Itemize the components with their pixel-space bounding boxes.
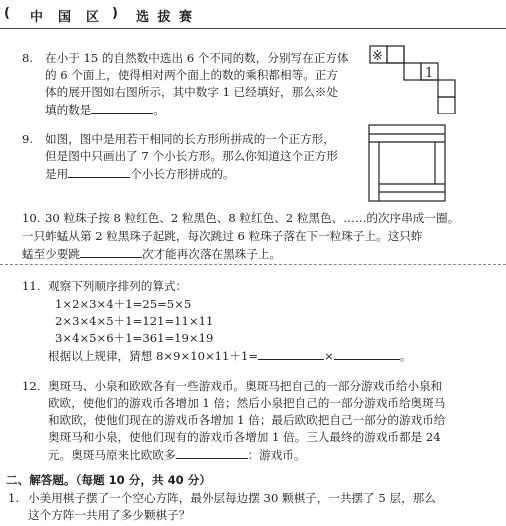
question-10-line-2: 一只蚱蜢从第 2 粒黑珠子起跳，每次跳过 6 粒珠子落在下一粒珠子上。这只蚱	[22, 229, 423, 243]
net-face-3	[404, 63, 421, 80]
net-connector-top	[387, 46, 404, 63]
header-char-1: 中	[30, 10, 44, 25]
net-star-symbol: ※	[372, 49, 383, 64]
question-12-line-5	[48, 446, 306, 463]
question-10-number: 10.	[22, 211, 41, 225]
question-9-suffix: 个小长方形拼成的。	[130, 167, 235, 181]
question-11-ask	[48, 347, 411, 364]
question-8-answer-blank[interactable]	[91, 101, 153, 114]
question-8-period: 。	[153, 103, 165, 117]
question-12-line-1: 奥斑马、小泉和欧欧各有一些游戏币。奥斑马把自己的一部分游戏币给小泉和	[48, 379, 443, 393]
question-12-prompt: 元。奥斑马原来比欧欧多	[48, 448, 176, 462]
header-left-paren: (	[4, 6, 10, 21]
question-8-line-4	[45, 101, 165, 118]
question-9-line-2: 但是图中只画出了 7 个小长方形。那么你知道这个正方形	[45, 149, 338, 163]
net-face-6	[438, 97, 455, 114]
problem-1-line-1: 小美用棋子摆了一个空心方阵，最外层每边摆 30 颗棋子，一共摆了 5 层，那么	[28, 491, 436, 505]
question-11-equation-2: 2×3×4×5＋1=121=11×11	[55, 314, 214, 328]
net-face-2	[387, 46, 404, 63]
question-10-line-3	[22, 245, 281, 262]
question-11-number: 11.	[22, 279, 41, 293]
question-12-line-2: 欧欧，使他们的游戏币各增加 1 倍；然后小泉把自己的一部分游戏币给奥斑马	[48, 396, 446, 410]
question-10-answer-blank[interactable]	[80, 245, 142, 258]
question-8-number: 8.	[22, 51, 34, 65]
question-9-line-3	[45, 165, 235, 182]
question-11-answer-blank-1[interactable]	[258, 347, 324, 360]
header-rule	[0, 28, 506, 29]
question-9-line-1: 如图，图中是用若干相同的长方形所拼成的一个正方形，	[45, 132, 335, 146]
page-header	[0, 0, 506, 30]
section-divider	[0, 264, 506, 265]
header-title: 选 拔 赛	[136, 10, 195, 25]
header-char-3: 区	[86, 10, 100, 25]
header-right-paren: )	[112, 6, 118, 21]
section-2-heading: 二、解答题。（每题 10 分，共 40 分）	[6, 473, 211, 487]
question-8-line-1: 在小于 15 的自然数中选出 6 个不同的数，分别写在正方体	[45, 51, 349, 65]
question-12-line-4: 奥斑马和小泉，使他们现有的游戏币各增加 1 倍。三人最终的游戏币都是 24	[48, 430, 441, 444]
question-10-suffix: 次才能再次落在黑珠子上。	[141, 247, 282, 261]
question-11-equation-1: 1×2×3×4＋1=25=5×5	[55, 297, 192, 311]
problem-1-number: 1.	[8, 491, 20, 505]
rectangles-square-figure	[368, 124, 448, 204]
question-11-period: 。	[399, 349, 412, 363]
problem-1-line-2: 这个方阵一共用了多少颗棋子？	[28, 508, 191, 522]
net-face-5	[438, 80, 455, 97]
question-9-number: 9.	[22, 132, 34, 146]
question-11-intro: 观察下列顺序排列的算式：	[48, 279, 188, 293]
outer-square	[369, 125, 445, 201]
question-10-line-1: 30 粒珠子按 8 粒红色、2 粒黑色、8 粒红色、2 粒黑色、……的次序串成一圈。	[45, 211, 460, 225]
cube-net-figure	[368, 44, 468, 114]
question-12-suffix: ：游戏币。	[247, 448, 306, 462]
question-11-times: ×	[324, 349, 334, 363]
question-12-number: 12.	[22, 379, 41, 393]
question-11-equation-3: 3×4×5×6＋1=361=19×19	[55, 331, 214, 345]
question-8-line-2: 的 6 个面上，使得相对两个面上的数的乘积都相等。正方	[45, 68, 338, 82]
net-number-one: 1	[425, 66, 434, 81]
question-10-prompt: 蜢至少要跳	[22, 247, 80, 261]
question-8-line-3: 体的展开图如右图所示，其中数字 1 已经填好，那么※处	[45, 85, 338, 99]
question-8-prompt: 填的数是	[45, 103, 92, 117]
question-9-answer-blank[interactable]	[68, 165, 130, 178]
question-12-line-3: 和欧欧，使他们现在的游戏币各增加 1 倍；最后欧欧把自己一部分的游戏币给	[48, 413, 446, 427]
question-9-prompt: 是用	[45, 167, 69, 181]
question-12-answer-blank[interactable]	[176, 446, 248, 459]
question-11-answer-blank-2[interactable]	[334, 347, 400, 360]
question-11-prompt: 根据以上规律，猜想 8×9×10×11＋1=	[48, 349, 259, 363]
header-char-2: 国	[58, 10, 72, 25]
